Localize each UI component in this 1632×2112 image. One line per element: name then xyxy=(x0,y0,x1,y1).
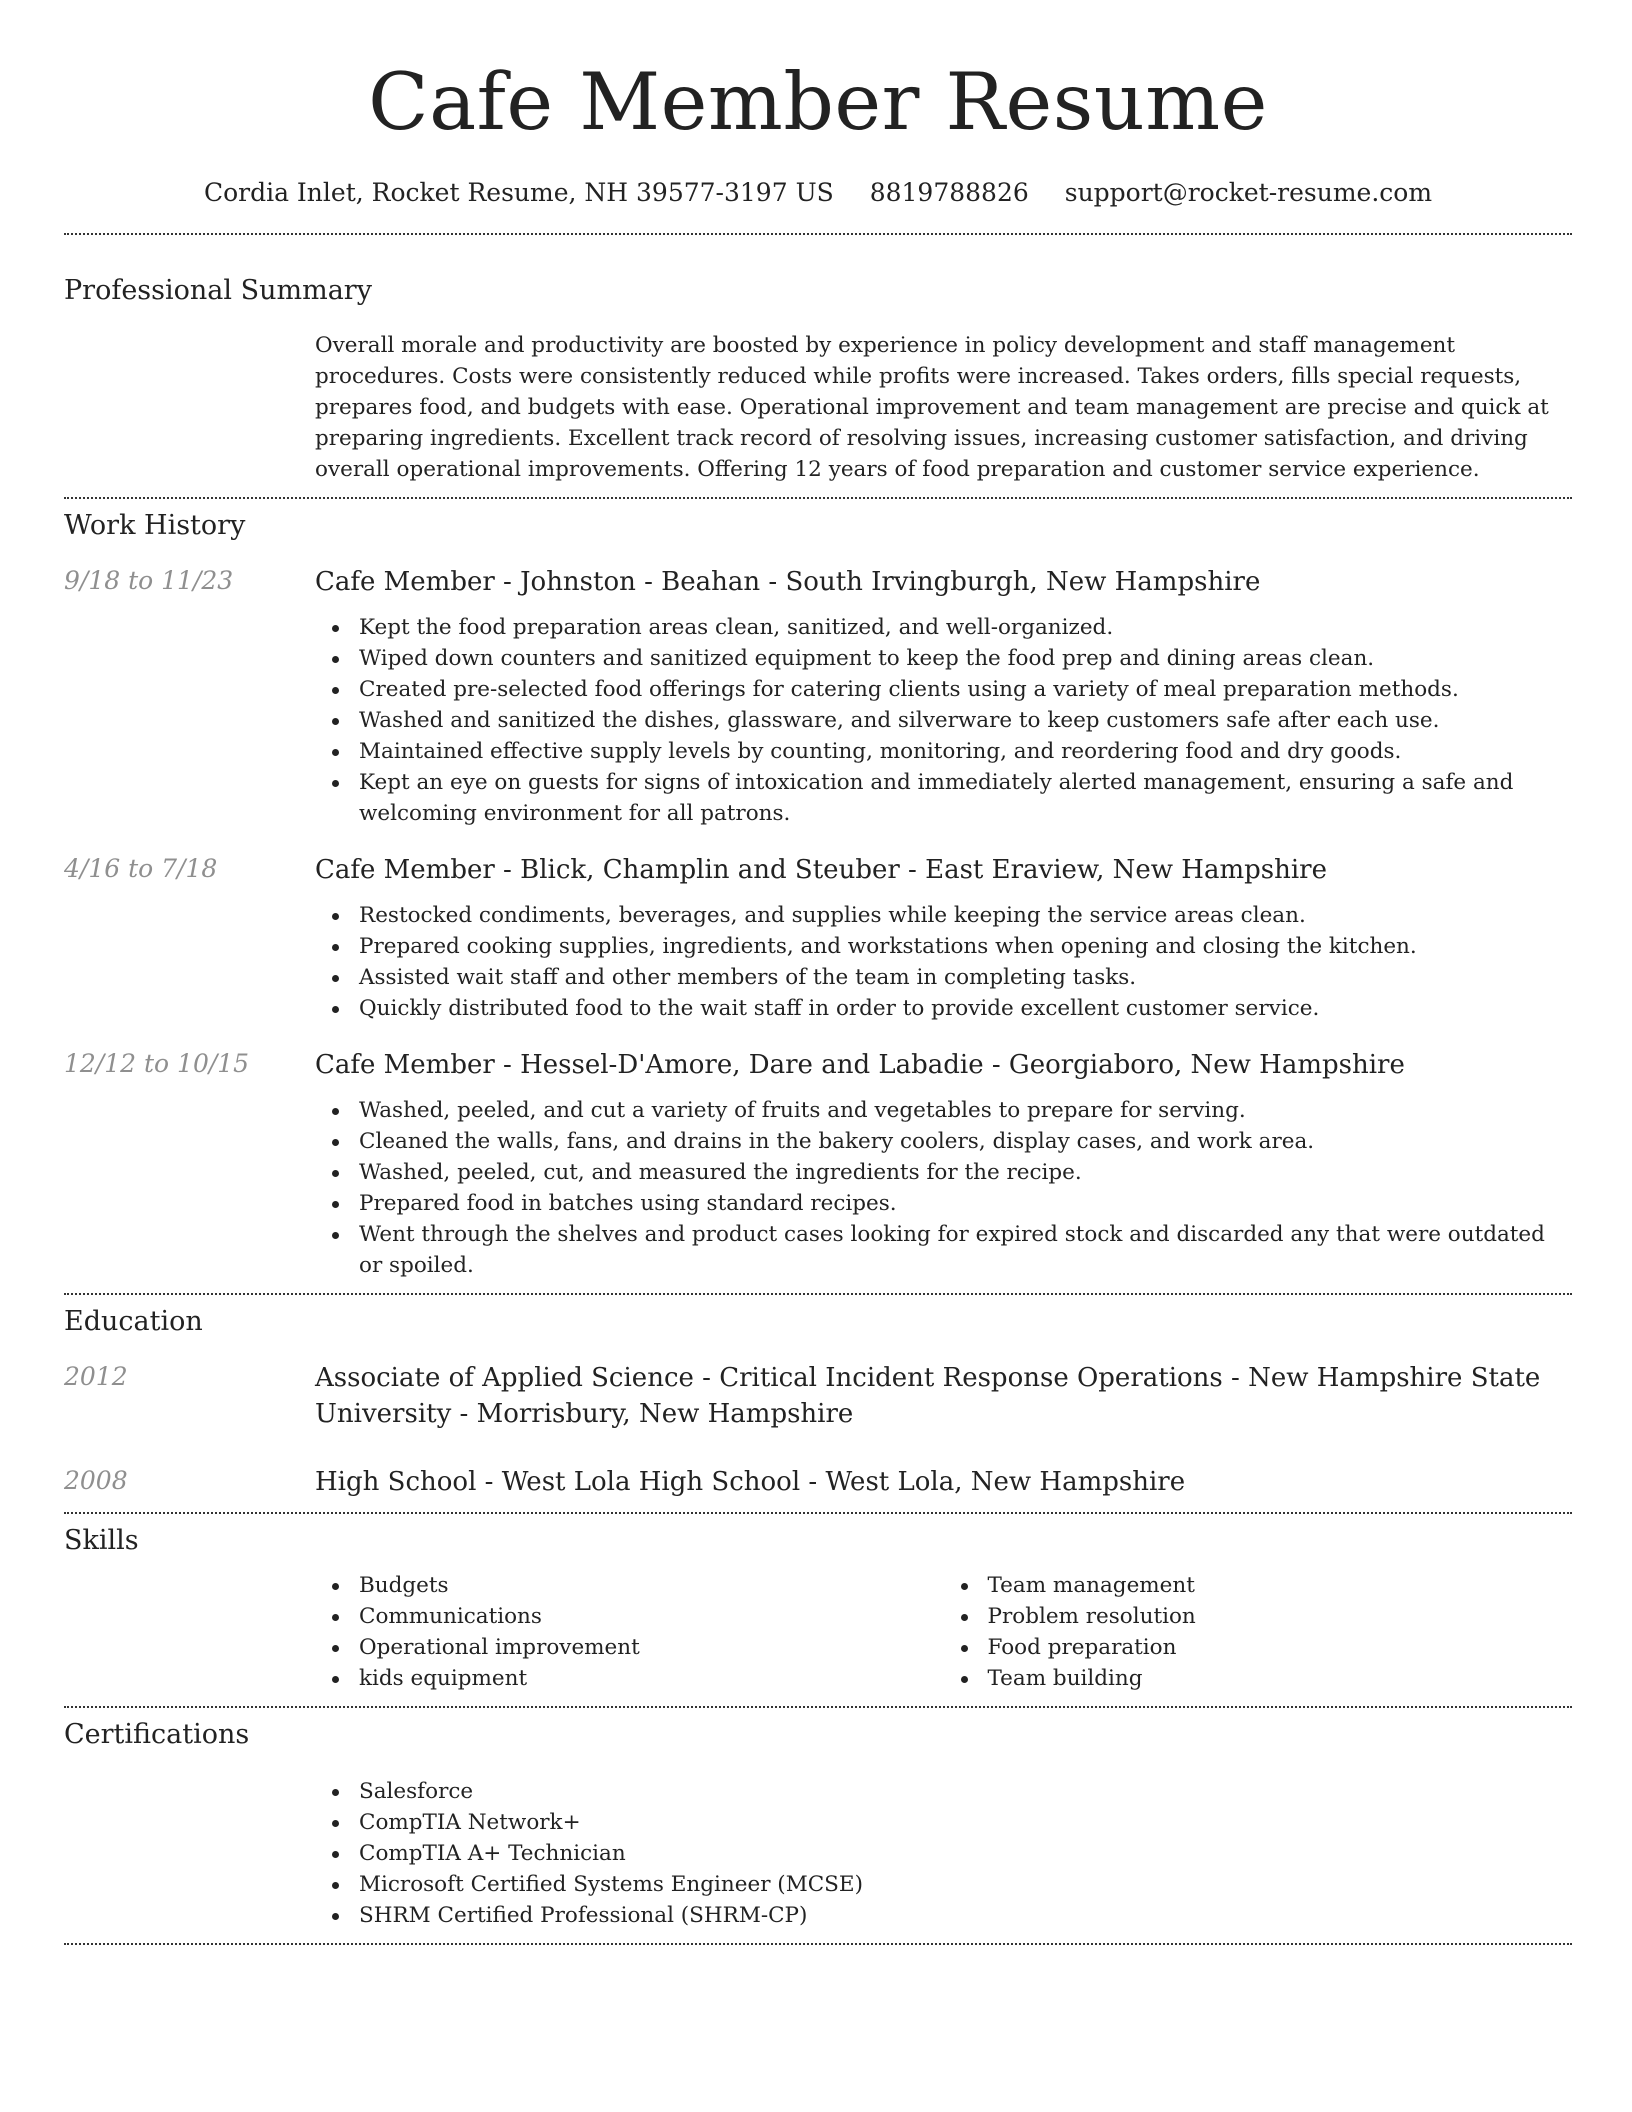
education-year: 2008 xyxy=(64,1466,128,1495)
list-item: Prepared food in batches using standard recipes. xyxy=(359,1188,1572,1219)
job-content xyxy=(315,564,1572,829)
education-details xyxy=(315,1464,1572,1500)
job-content xyxy=(315,852,1572,1024)
section-heading-skills: Skills xyxy=(64,1525,139,1556)
divider xyxy=(64,1512,1572,1514)
list-item: Team management xyxy=(988,1570,1573,1601)
job-bullets xyxy=(315,612,1572,829)
section-heading-summary: Professional Summary xyxy=(64,275,372,306)
list-item: Salesforce xyxy=(359,1776,1572,1807)
job-employer: - Johnston - Beahan - South Irvingburgh, New Hampshire xyxy=(494,567,1261,597)
list-item: CompTIA A+ Technician xyxy=(359,1838,1572,1869)
certifications-list xyxy=(315,1776,1572,1931)
list-item: Assisted wait staff and other members of the team in completing tasks. xyxy=(359,962,1572,993)
list-item: Budgets xyxy=(359,1570,944,1601)
education-year: 2012 xyxy=(64,1362,128,1391)
summary-spacer xyxy=(64,330,315,485)
education-school: - West Lola High School - West Lola, New Hampshire xyxy=(476,1467,1186,1497)
education-degree: High School xyxy=(315,1467,477,1497)
job-dates: 9/18 to 11/23 xyxy=(64,566,234,595)
list-item: Washed, peeled, cut, and measured the ingredients for the recipe. xyxy=(359,1157,1572,1188)
list-item: Quickly distributed food to the wait staff in order to provide excellent customer service. xyxy=(359,993,1572,1024)
education-details xyxy=(315,1360,1572,1432)
list-item: Team building xyxy=(988,1663,1573,1694)
job-employer: - Hessel-D'Amore, Dare and Labadie - Georgiaboro, New Hampshire xyxy=(494,1050,1405,1080)
list-item: Communications xyxy=(359,1601,944,1632)
divider xyxy=(64,1706,1572,1708)
skills-row xyxy=(64,1570,1572,1694)
job-dates: 4/16 to 7/18 xyxy=(64,854,218,883)
contact-phone: 8819788826 xyxy=(869,178,1029,207)
job-entry xyxy=(64,564,1572,829)
divider xyxy=(64,1293,1572,1295)
education-entry xyxy=(64,1464,1572,1500)
list-item: Washed, peeled, and cut a variety of fruits and vegetables to prepare for serving. xyxy=(359,1095,1572,1126)
list-item: Created pre-selected food offerings for catering clients using a variety of meal preparation methods. xyxy=(359,674,1572,705)
section-heading-work: Work History xyxy=(64,510,246,541)
list-item: Kept the food preparation areas clean, sanitized, and well-organized. xyxy=(359,612,1572,643)
job-content xyxy=(315,1047,1572,1281)
contact-email: support@rocket-resume.com xyxy=(1064,178,1433,207)
skills-spacer xyxy=(64,1570,315,1694)
list-item: Went through the shelves and product cases looking for expired stock and discarded any that were outdated or spoiled. xyxy=(359,1219,1572,1281)
list-item: Food preparation xyxy=(988,1632,1573,1663)
list-item: Microsoft Certified Systems Engineer (MCSE) xyxy=(359,1869,1572,1900)
job-position: Cafe Member xyxy=(315,567,495,597)
list-item: kids equipment xyxy=(359,1663,944,1694)
job-entry xyxy=(64,852,1572,1024)
job-title xyxy=(315,564,1572,600)
summary-text: Overall morale and productivity are boosted by experience in policy development and staff management procedures. Costs were consistently reduced while profits were increased. Takes orders, fills special requests, prepares food, and budgets with ease. Operational improvement and team management are precise and quick at preparing ingredients. Excellent track record of resolving issues, increasing customer satisfaction, and driving overall operational improvements. Offering 12 years of food preparation and customer service experience. xyxy=(315,333,1549,482)
divider xyxy=(64,1943,1572,1945)
contact-line xyxy=(64,178,1572,208)
job-bullets xyxy=(315,1095,1572,1281)
resume-page xyxy=(64,0,1572,1945)
section-heading-certifications: Certifications xyxy=(64,1719,250,1750)
divider xyxy=(64,497,1572,499)
job-title xyxy=(315,1047,1572,1083)
list-item: Cleaned the walls, fans, and drains in the bakery coolers, display cases, and work area. xyxy=(359,1126,1572,1157)
job-employer: - Blick, Champlin and Steuber - East Eraview, New Hampshire xyxy=(494,855,1327,885)
list-item: Maintained effective supply levels by counting, monitoring, and reordering food and dry goods. xyxy=(359,736,1572,767)
list-item: Prepared cooking supplies, ingredients, and workstations when opening and closing the kitchen. xyxy=(359,931,1572,962)
list-item: Problem resolution xyxy=(988,1601,1573,1632)
summary-row xyxy=(64,330,1572,485)
certifications-content xyxy=(315,1764,1572,1931)
resume-title: Cafe Member Resume xyxy=(368,56,1268,148)
education-degree: Associate of Applied Science - Critical Incident Response Operations xyxy=(315,1363,1223,1393)
skills-list-right xyxy=(944,1570,1573,1694)
section-heading-education: Education xyxy=(64,1306,203,1337)
education-entry xyxy=(64,1360,1572,1432)
list-item: Restocked condiments, beverages, and supplies while keeping the service areas clean. xyxy=(359,900,1572,931)
list-item: Washed and sanitized the dishes, glassware, and silverware to keep customers safe after each use. xyxy=(359,705,1572,736)
job-title xyxy=(315,852,1572,888)
education-school: - New Hampshire State University - Morrisbury, New Hampshire xyxy=(315,1363,1541,1429)
certifications-row xyxy=(64,1764,1572,1931)
job-bullets xyxy=(315,900,1572,1024)
skills-list-left xyxy=(315,1570,944,1694)
certifications-spacer xyxy=(64,1764,315,1931)
list-item: CompTIA Network+ xyxy=(359,1807,1572,1838)
list-item: Operational improvement xyxy=(359,1632,944,1663)
job-entry xyxy=(64,1047,1572,1281)
list-item: Wiped down counters and sanitized equipment to keep the food prep and dining areas clean. xyxy=(359,643,1572,674)
job-position: Cafe Member xyxy=(315,1050,495,1080)
contact-address: Cordia Inlet, Rocket Resume, NH 39577-3197 US xyxy=(203,178,834,207)
job-dates: 12/12 to 10/15 xyxy=(64,1049,250,1078)
skills-grid xyxy=(315,1570,1572,1694)
list-item: SHRM Certified Professional (SHRM-CP) xyxy=(359,1900,1572,1931)
list-item: Kept an eye on guests for signs of intoxication and immediately alerted management, ensuring a safe and welcoming environment for all patrons. xyxy=(359,767,1572,829)
divider xyxy=(64,233,1572,235)
job-position: Cafe Member xyxy=(315,855,495,885)
